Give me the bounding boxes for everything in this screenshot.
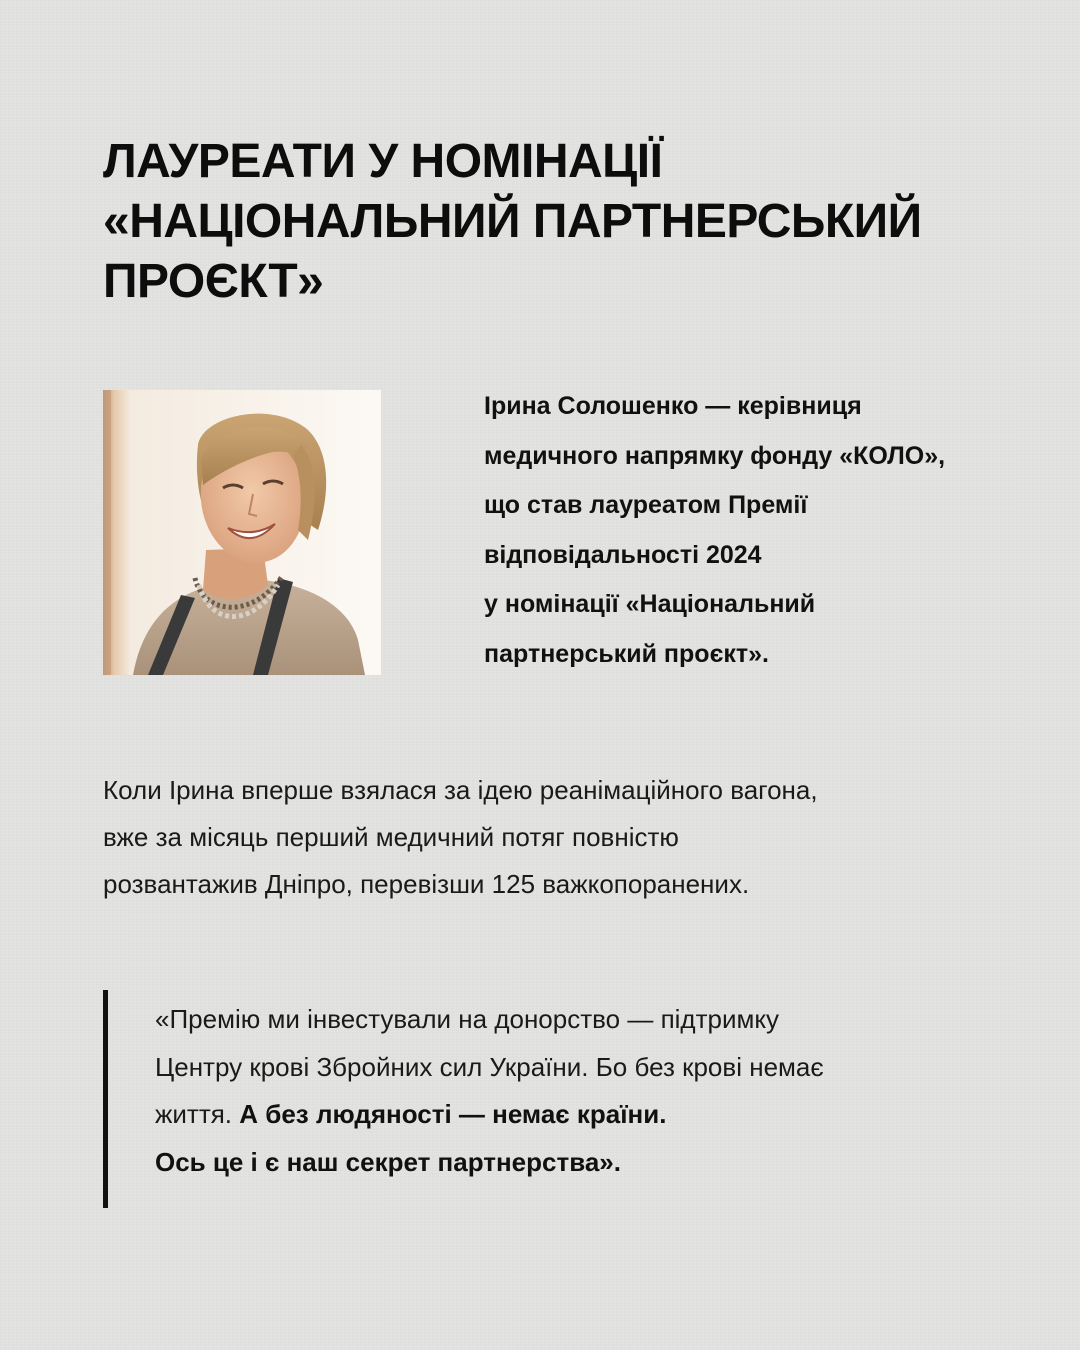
- intro-line: партнерський проєкт».: [484, 639, 769, 668]
- intro-line: Ірина Солошенко — керівниця: [484, 392, 862, 420]
- story-line: розвантажив Дніпро, перевізши 125 важкопоранених.: [103, 869, 750, 899]
- portrait-photo: [103, 390, 381, 675]
- story-paragraph: [103, 767, 1003, 908]
- quote-line-regular: життя.: [155, 1099, 233, 1129]
- title-line: ПРОЄКТ»: [103, 255, 324, 308]
- quote-line: Центру крові Збройних сил України. Бо без крові немає: [155, 1051, 824, 1082]
- intro-line: що став лауреатом Премії: [484, 491, 808, 519]
- quote-line-bold: А без людяності — немає країни.: [239, 1099, 667, 1129]
- quote-line: [155, 1091, 985, 1139]
- intro-line: відповідальності 2024: [484, 540, 762, 569]
- quote-line: [155, 1139, 985, 1187]
- title-line: ЛАУРЕАТИ У НОМІНАЦІЇ: [103, 135, 663, 188]
- quote-text: [155, 996, 985, 1186]
- story-line: Коли Ірина вперше взялася за ідею реанімаційного вагона,: [103, 775, 818, 805]
- story-line: вже за місяць перший медичний потяг повністю: [103, 822, 679, 852]
- quote-bar: [103, 990, 108, 1208]
- quote-line: «Премію ми інвестували на донорство — підтримку: [155, 1004, 780, 1034]
- title-line: «НАЦІОНАЛЬНИЙ ПАРТНЕРСЬКИЙ: [103, 195, 922, 248]
- laureate-intro: [484, 382, 1064, 679]
- intro-line: у номінації «Національний: [484, 590, 816, 618]
- page-title: [103, 132, 1003, 312]
- quote-line-bold: Ось це і є наш секрет партнерства».: [155, 1146, 621, 1177]
- intro-line: медичного напрямку фонду «КОЛО»,: [484, 441, 946, 470]
- blockquote: [103, 990, 1003, 1208]
